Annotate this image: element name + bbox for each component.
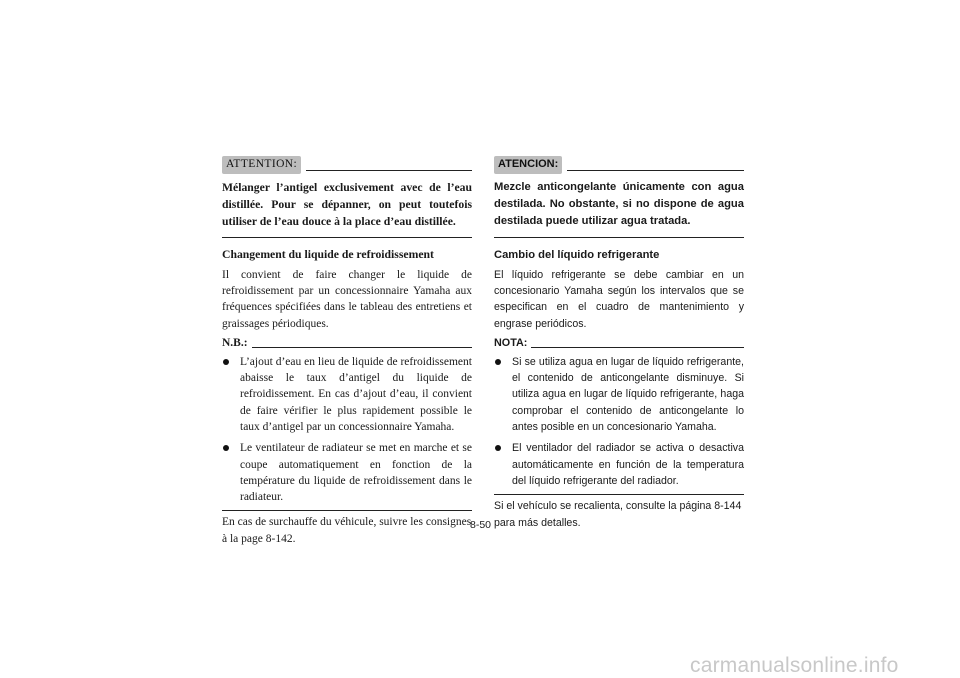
note-list [222,354,472,506]
list-item [494,440,744,489]
watermark: carmanualsonline.info [690,654,899,677]
attention-header [222,154,472,174]
bullet-icon [222,440,240,505]
header-rule [567,170,744,171]
note-label: N.B.: [222,336,248,349]
note-header [494,335,744,351]
page-number: 8-50 [470,519,492,531]
spanish-column [494,154,744,531]
french-column [222,154,472,547]
bullet-icon [494,440,512,489]
list-item [222,354,472,435]
note-header [222,335,472,351]
list-item [494,354,744,435]
list-item [222,440,472,505]
closing-text: Si el vehículo se recalienta, consulte la página 8-144 para más detalles. [494,500,742,529]
list-item-text: El ventilador del radiador se activa o desactiva automáticamente en función de la temperatura del líquido refrigerante del radiador. [512,442,744,487]
note-end-rule [222,510,472,511]
warning-text: Mezcle anticongelante únicamente con agua destilada. No obstante, si no dispone de agua destilada puede utilizar agua tratada. [494,179,744,238]
note-end-rule [494,494,744,495]
note-list [494,354,744,489]
note-label: NOTA: [494,336,528,349]
note-rule [531,347,744,348]
section-paragraph: El líquido refrigerante se debe cambiar en un concesionario Yamaha según los intervalos que se especifican en el cuadro de mantenimiento y engrase periódicos. [494,269,744,330]
bullet-icon [222,354,240,435]
section-title: Cambio del líquido refrigerante [494,249,660,261]
bullet-icon [494,354,512,435]
attention-header [494,154,744,174]
header-rule [306,170,472,171]
list-item-text: Si se utiliza agua en lugar de líquido refrigerante, el contenido de anticongelante disminuye. Si utiliza agua en lugar de líquido refrigerante, haga comprobar el contenido de anticongelante lo antes posible en un concesionario Yamaha. [512,355,744,433]
attention-badge: ATENCION: [494,156,562,174]
list-item-text: L’ajout d’eau en lieu de liquide de refroidissement abaisse le taux d’antigel du liquide de refroidissement. En cas d’ajout d’eau, il convient de faire vérifier le plus rapidement possible le taux d’antigel par un concessionnaire Yamaha. [240,355,472,433]
closing-text: En cas de surchauffe du véhicule, suivre les consignes à la page 8-142. [222,516,472,545]
attention-badge: ATTENTION: [222,156,301,174]
section-paragraph: Il convient de faire changer le liquide de refroidissement par un concessionnaire Yamaha aux fréquences spécifiées dans le tableau des entretiens et graissages périodiques. [222,269,472,330]
warning-text: Mélanger l’antigel exclusivement avec de l’eau distillée. Pour se dépanner, on peut toutefois utiliser de l’eau douce à la place d’eau distillée. [222,179,472,238]
section-title: Changement du liquide de refroidissement [222,248,434,261]
note-rule [252,347,472,348]
list-item-text: Le ventilateur de radiateur se met en marche et se coupe automatiquement en fonction de la température du liquide de refroidissement dans le radiateur. [240,442,472,504]
